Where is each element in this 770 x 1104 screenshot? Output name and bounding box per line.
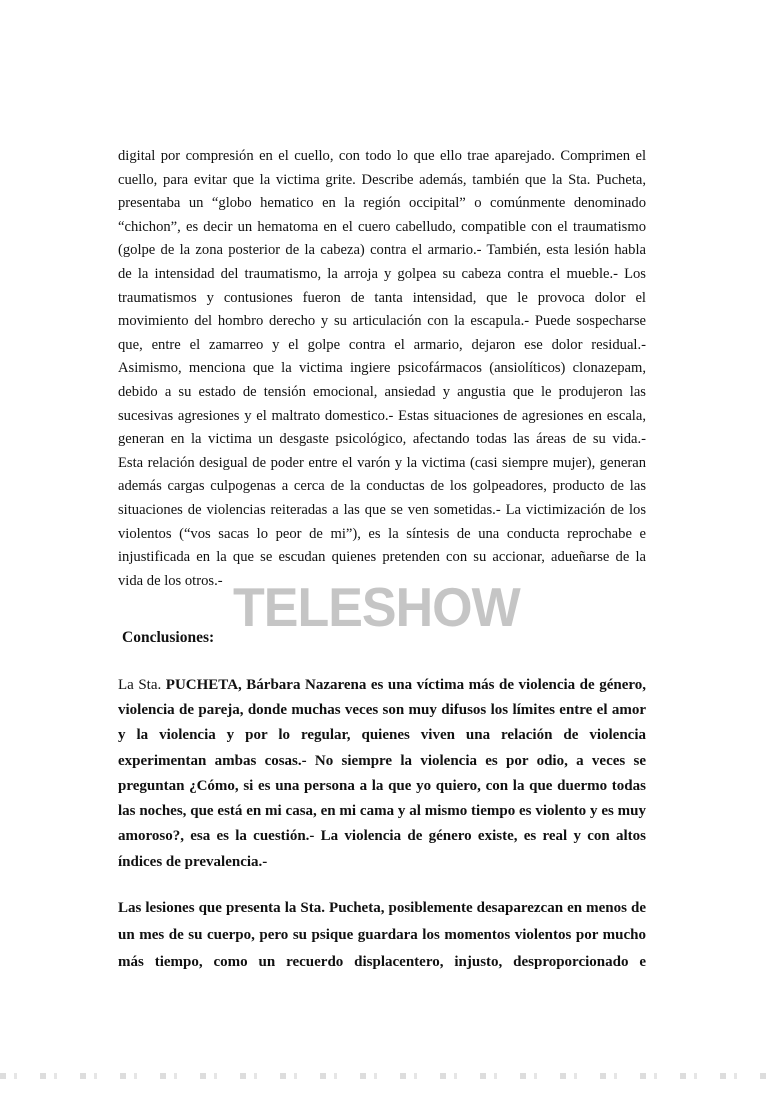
conclusions-heading: Conclusiones: [122, 629, 215, 646]
text-line: situaciones de violencias reiteradas a las que se ven sometidas.- La victimización de los [118, 501, 646, 518]
text-line: las noches, que está en mi casa, en mi cama y al mismo tiempo es violento y es muy [118, 803, 646, 820]
text-line: Las lesiones que presenta la Sta. Pucheta, posiblemente desaparezcan en menos de [118, 900, 646, 916]
paragraph-lesions [118, 145, 646, 593]
text-line: sucesivas agresiones y el maltrato domestico.- Estas situaciones de agresiones en escala, [118, 407, 646, 424]
text-normal: La Sta. [118, 677, 166, 693]
text-line: cuello, para evitar que la victima grite. Describe además, también que la Sta. Pucheta, [118, 171, 646, 188]
text-line: violentos (“vos sacas lo peor de mi”), es la síntesis de una conducta reprochabe e [118, 525, 646, 542]
text-line: digital por compresión en el cuello, con todo lo que ello trae aparejado. Comprimen el [118, 148, 646, 164]
text-line [118, 673, 646, 698]
text-bold: es una víctima más de violencia de género, [366, 677, 646, 693]
text-line: preguntan ¿Cómo, si es una persona a la que yo quiero, con la que duermo todas [118, 777, 646, 794]
teleshow-watermark: TELESHOW [233, 577, 520, 639]
text-line: generan en la victima un desgaste psicológico, afectando todas las áreas de su vida.- [118, 431, 646, 448]
text-line: presentaba un “globo hematico en la región occipital” o comúnmente denominado [118, 195, 646, 212]
text-line: violencia de pareja, donde muchas veces son muy difusos los límites entre el amor [118, 702, 646, 718]
text-line: movimiento del hombro derecho y su articulación con la escapula.- Puede sospecharse [118, 313, 646, 330]
text-line: de la intensidad del traumatismo, la arroja y golpea su cabeza contra el mueble.- Los [118, 265, 646, 282]
paragraph-conclusions [118, 673, 646, 698]
victim-name: PUCHETA, Bárbara Nazarena [165, 677, 367, 693]
text-line: vida de los otros.- [118, 572, 223, 589]
text-line: (golpe de la zona posterior de la cabeza) contra el armario.- También, esta lesión habla [118, 242, 646, 259]
text-line: que, entre el zamarreo y el golpe contra el armario, dejaron ese dolor residual.- [118, 336, 646, 353]
text-line: Esta relación desigual de poder entre el varón y la victima (casi siempre mujer), generan [118, 454, 646, 471]
paragraph-conclusions-cont [118, 698, 646, 875]
text-line: injustificada en la que se escudan quienes pretenden con su accionar, adueñarse de la [118, 549, 646, 566]
text-line: además cargas culpogenas a cerca de la conductas de los golpeadores, producto de las [118, 478, 646, 495]
text-line: traumatismos y contusiones fueron de tanta intensidad, que le provoca dolor el [118, 289, 646, 306]
text-line: un mes de su cuerpo, pero su psique guardara los momentos violentos por mucho [118, 927, 646, 943]
paragraph-lesions-summary [118, 895, 646, 976]
text-line: debido a su estado de tensión emocional, ansiedad y angustia que le produjeron las [118, 383, 646, 400]
text-line: índices de prevalencia.- [118, 853, 268, 870]
text-line: más tiempo, como un recuerdo displacentero, injusto, desproporcionado e [118, 954, 646, 970]
text-line: “chichon”, es decir un hematoma en el cuero cabelludo, compatible con el traumatismo [118, 218, 646, 235]
scan-artifact [0, 1073, 770, 1079]
text-line: amoroso?, esa es la cuestión.- La violencia de género existe, es real y con altos [118, 828, 646, 845]
text-line: experimentan ambas cosas.- No siempre la violencia es por odio, a veces se [118, 752, 646, 769]
text-line: Asimismo, menciona que la victima ingiere psicofármacos (ansiolíticos) clonazepam, [118, 360, 646, 377]
text-line: y la violencia y por lo regular, quienes viven una relación de violencia [118, 727, 646, 744]
